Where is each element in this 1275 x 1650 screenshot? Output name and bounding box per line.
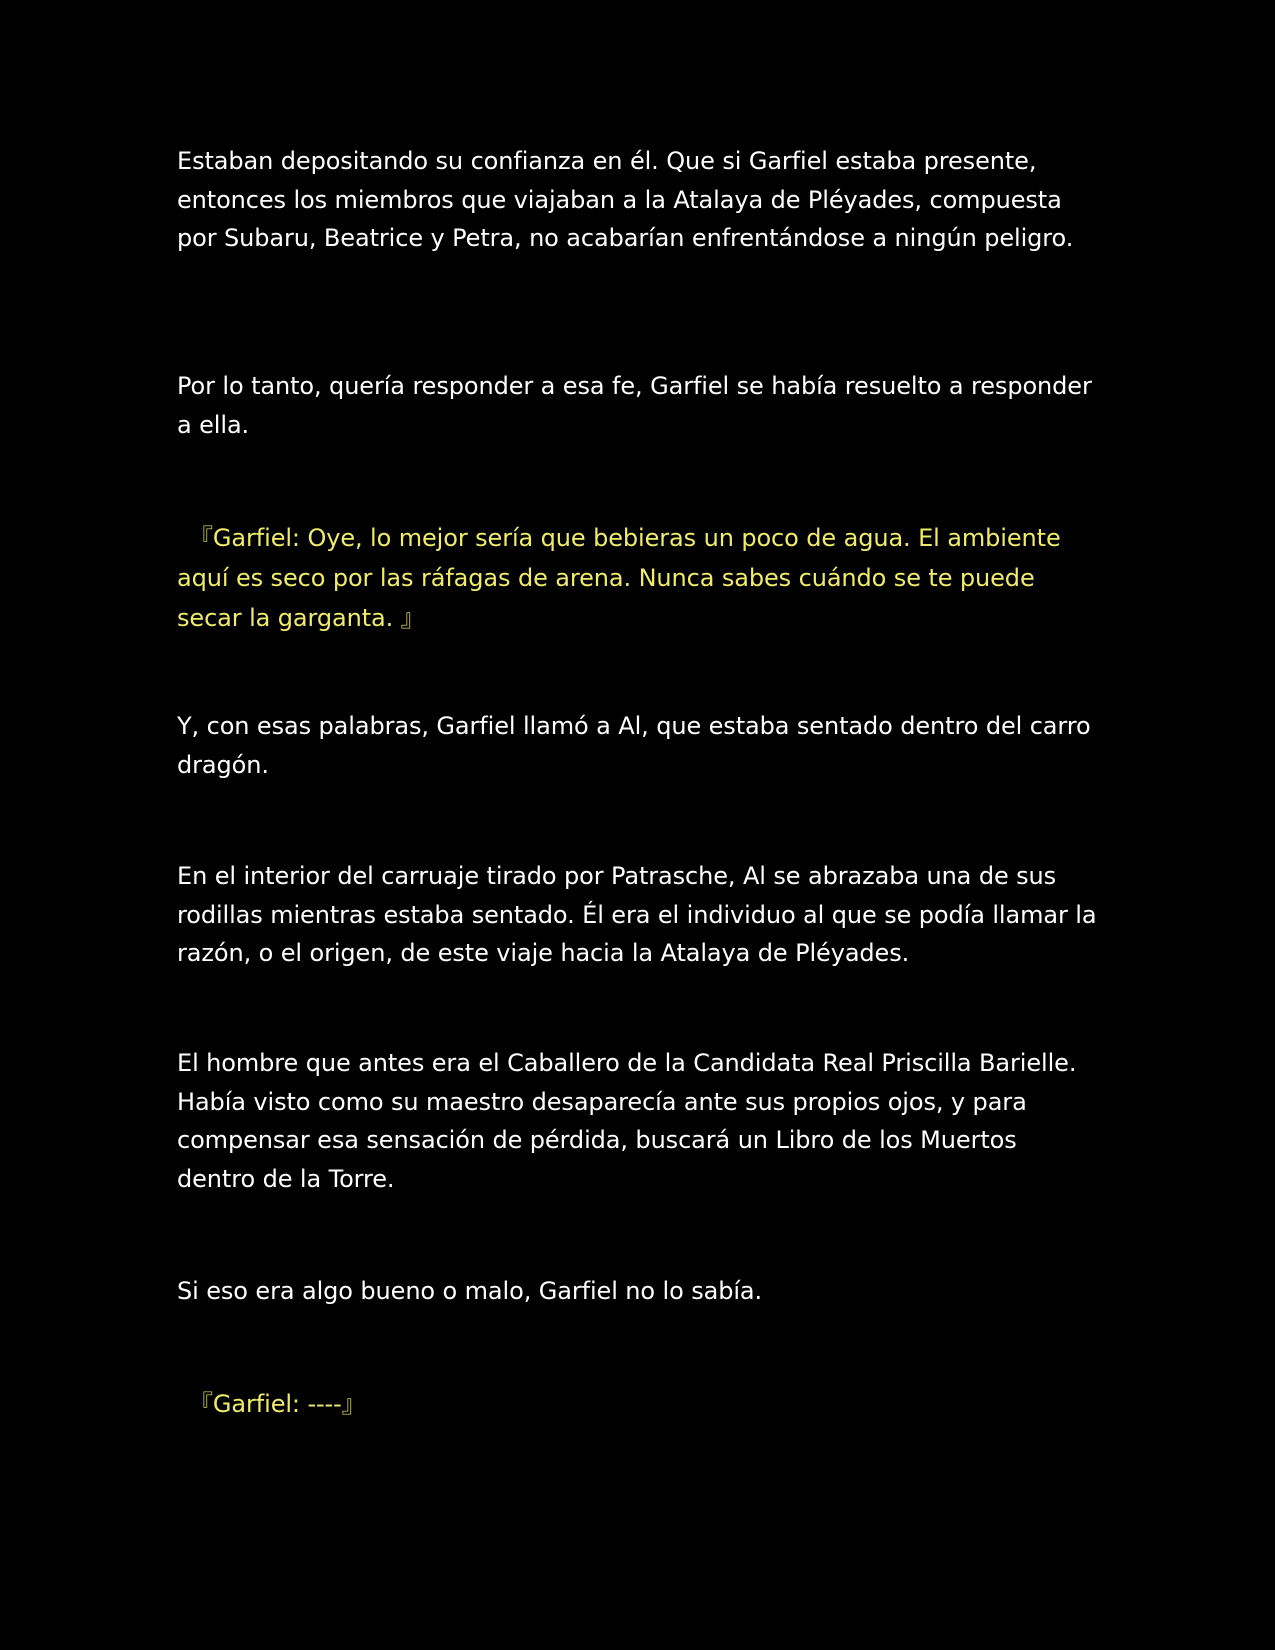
dialogue-paragraph-2 <box>177 1384 1097 1424</box>
narration-paragraph-5: El hombre que antes era el Caballero de la Candidata Real Priscilla Barielle. Había visto como su maestro desaparecía ante sus propios ojos, y para compensar esa sensación de pérdida, buscará un Libro de los Muertos dentro de la Torre. <box>177 1049 1077 1193</box>
dialogue-line-1: 『Garfiel: Oye, lo mejor sería que bebieras un poco de agua. El ambiente <box>189 524 1061 552</box>
dialogue-line: 『Garfiel: ----』 <box>189 1390 366 1418</box>
dialogue-line-2: aquí es seco por las ráfagas de arena. Nunca sabes cuándo se te puede <box>177 564 1035 592</box>
narration-paragraph-3: Y, con esas palabras, Garfiel llamó a Al, que estaba sentado dentro del carro dragón. <box>177 712 1091 779</box>
dialogue-paragraph-1 <box>177 518 1097 638</box>
narration-paragraph-6: Si eso era algo bueno o malo, Garfiel no lo sabía. <box>177 1277 763 1305</box>
dialogue-line-3: secar la garganta. 』 <box>177 604 425 632</box>
narration-paragraph-4: En el interior del carruaje tirado por Patrasche, Al se abrazaba una de sus rodillas mientras estaba sentado. Él era el individuo al que se podía llamar la razón, o el origen, de este viaje hacia la Atalaya de Pléyades. <box>177 862 1097 967</box>
narration-paragraph-2: Por lo tanto, quería responder a esa fe, Garfiel se había resuelto a responder a ella. <box>177 372 1092 439</box>
narration-paragraph-1: Estaban depositando su confianza en él. Que si Garfiel estaba presente, entonces los miembros que viajaban a la Atalaya de Pléyades, compuesta por Subaru, Beatrice y Petra, no acabarían enfrentándose a ningún peligro. <box>177 147 1074 252</box>
